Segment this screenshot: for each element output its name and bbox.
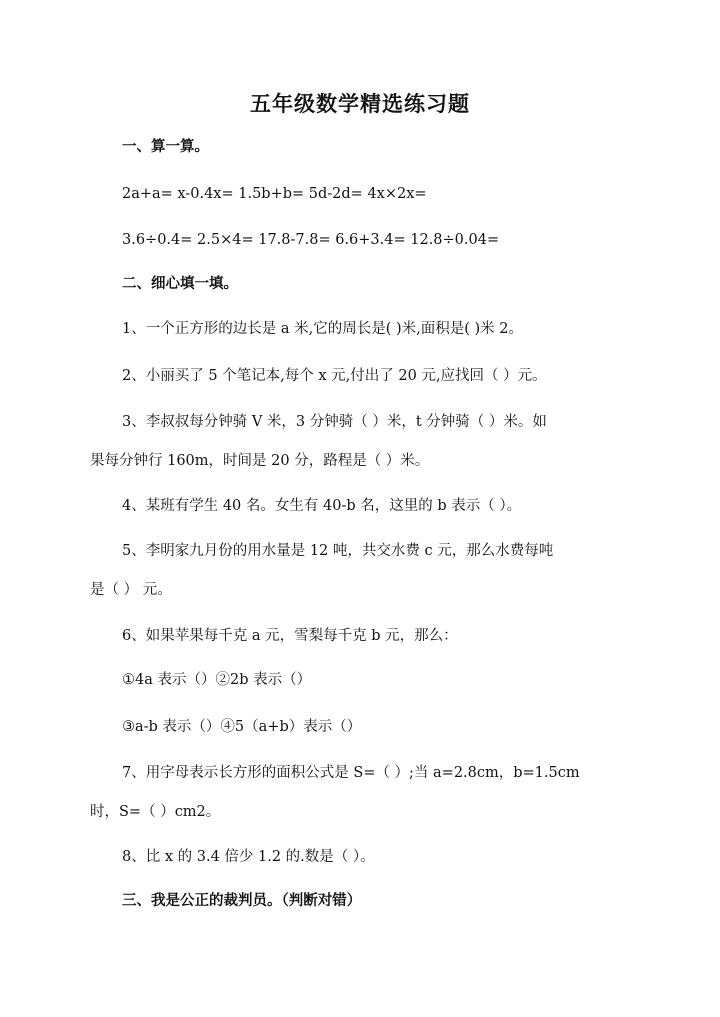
question-3-line-2: 果每分钟行 160m，时间是 20 分，路程是（ ）米。	[90, 453, 430, 469]
question-7-line-2: 时，S=（ ）cm2。	[90, 804, 221, 820]
question-6-part-b: ③a-b 表示（）④5（a+b）表示（）	[122, 719, 362, 735]
question-2: 2、小丽买了 5 个笔记本,每个 x 元,付出了 20 元,应找回（ ）元。	[122, 368, 547, 384]
section-heading-2: 二、细心填一填。	[122, 276, 238, 292]
question-5-line-1: 5、李明家九月份的用水量是 12 吨，共交水费 c 元，那么水费每吨	[122, 543, 554, 559]
calc-row-1: 2a+a= x-0.4x= 1.5b+b= 5d-2d= 4x×2x=	[122, 186, 427, 202]
section-heading-3: 三、我是公正的裁判员。（判断对错）	[122, 893, 362, 909]
question-7-line-1: 7、用字母表示长方形的面积公式是 S=（ ）;当 a=2.8cm，b=1.5cm	[122, 765, 580, 781]
calc-row-2: 3.6÷0.4= 2.5×4= 17.8-7.8= 6.6+3.4= 12.8÷0.04=	[122, 232, 500, 248]
page-title: 五年级数学精选练习题	[250, 92, 470, 116]
question-5-line-2: 是（ ） 元。	[90, 582, 172, 598]
section-heading-1: 一、算一算。	[122, 139, 209, 155]
question-6: 6、如果苹果每千克 a 元，雪梨每千克 b 元，那么：	[122, 628, 458, 644]
question-8: 8、比 x 的 3.4 倍少 1.2 的.数是（ ）。	[122, 849, 375, 865]
question-4: 4、某班有学生 40 名。女生有 40-b 名，这里的 b 表示（ ）。	[122, 498, 522, 514]
question-6-part-a: ①4a 表示（）②2b 表示（）	[122, 672, 312, 688]
question-1: 1、一个正方形的边长是 a 米,它的周长是( )米,面积是( )米 2。	[122, 321, 523, 337]
question-3-line-1: 3、李叔叔每分钟骑 V 米，3 分钟骑（ ）米，t 分钟骑（ ）米。如	[122, 414, 547, 430]
